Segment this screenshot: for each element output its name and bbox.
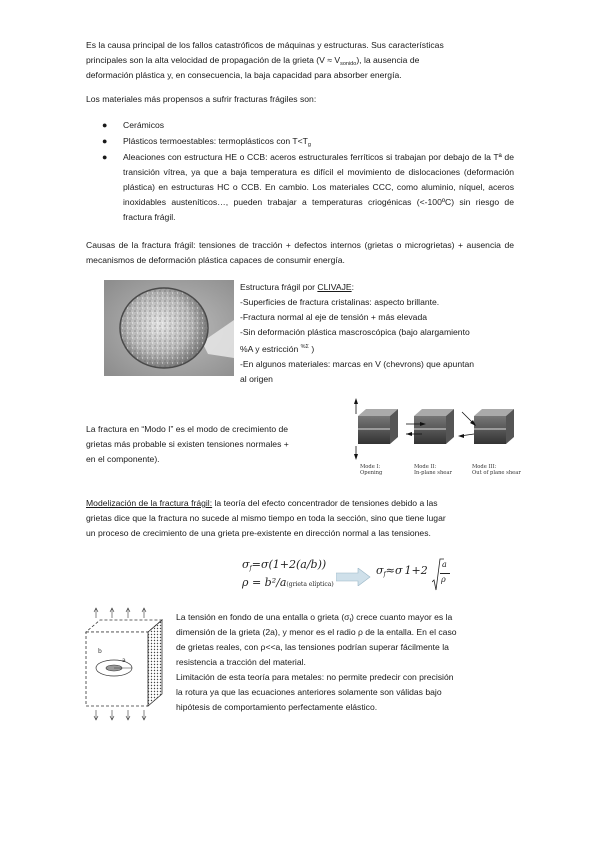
- cleavage-item-6: al origen: [240, 373, 273, 384]
- intro-line-1: Es la causa principal de los fallos catastróficos de máquinas y estructuras. Sus características: [86, 40, 444, 50]
- notch-line-7: hipótesis de comportamiento perfectamente elástico.: [176, 702, 378, 712]
- bullet-icon: ●: [102, 136, 108, 146]
- cleavage-item-3: -Sin deformación plástica mascroscópica (bajo alargamiento: [240, 327, 470, 337]
- intro-line-2: principales son la alta velocidad de propagación de la grieta $(V \approx V_{sonido})$, la ausencia de: [86, 55, 420, 67]
- cleavage-section: [240, 280, 514, 387]
- model-paragraph: [86, 496, 514, 541]
- fraction-numerator: a: [442, 560, 447, 569]
- cleavage-title: Estructura frágil por CLIVAJE:: [240, 282, 354, 292]
- fracture-surface-image: [104, 280, 234, 376]
- notch-line-3: de grietas reales, con ρ<<a, las tensiones podrían superar fácilmente la: [176, 642, 449, 652]
- svg-text:b: b: [98, 648, 102, 655]
- list-item: ● Plásticos termoestables: termoplásticos con $T<T_g$: [102, 136, 311, 148]
- bullet-icon: ●: [102, 120, 108, 130]
- equation-2: ρ = b²/a(grieta elíptica): [242, 576, 334, 589]
- mode-i-caption: Mode I: Opening: [360, 464, 383, 476]
- notch-line-4: resistencia a tracción del material.: [176, 657, 306, 667]
- fraction-denominator: ρ: [441, 575, 446, 584]
- notch-line-2: dimensión de la grieta (2a), y menor es el radio ρ de la entalla. En el caso: [176, 627, 457, 637]
- cleavage-item-5: -En algunos materiales: marcas en V (chevrons) que apuntan: [240, 358, 475, 369]
- cleavage-item-1: -Superficies de fractura cristalinas: aspecto brillante.: [240, 297, 440, 307]
- notch-paragraph: [176, 610, 514, 715]
- materials-list: [100, 118, 514, 226]
- causes-paragraph: Causas de la fractura frágil: tensiones de tracción + defectos internos (grietas o microgrietas) + ausencia de mecanismos de deformación plástica capaces de consumir energía.: [86, 240, 514, 265]
- model-line-2: grietas dice que la fractura no sucede al mismo tiempo en toda la sección, sino que tiene lugar: [86, 513, 446, 523]
- mode-iii-caption: Mode III: Out of plane shear: [472, 464, 521, 476]
- equations-block: [236, 556, 456, 600]
- model-line-1: Modelización de la fractura frágil: la teoría del efecto concentrador de tensiones debido a las: [86, 498, 438, 508]
- mode-ii-figure: [406, 409, 454, 444]
- mode-iii-figure: [458, 409, 514, 444]
- cleavage-item-4: %A y estricción $^{\%\Sigma}$ ): [240, 343, 315, 354]
- notch-line-5: Limitación de esta teoría para metales: no permite predecir con precisión: [176, 672, 454, 682]
- mode-line-3: en el componente).: [86, 454, 160, 464]
- list-item: ● Cerámicos: [100, 118, 514, 133]
- fracture-modes-diagram: [350, 392, 528, 484]
- mode-i-figure: [354, 398, 398, 460]
- arrow-right-icon: [336, 568, 372, 586]
- mode-ii-caption: Mode II: In-plane shear: [414, 464, 452, 476]
- list-item: ● Aleaciones con estructura HE o CCB: aceros estructurales ferríticos si trabajan por debajo de la Tª de transición vítrea, ya que a baja temperatura es difícil el movimiento de dislocaciones (deformación plástica) en estructuras HC o CCB. En cambio. Los materiales CCC, como aluminio, níquel, aceros inoxidables austeníticos…, pueden trabajar a temperaturas criogénicas (<-100ºC) sin riesgo de fractura frágil.: [102, 152, 514, 222]
- equation-1: $\sigma_f=\sigma(1+2(a/b))$: [242, 558, 327, 572]
- mode-line-2: grietas más probable si existen tensiones normales +: [86, 439, 289, 449]
- cleavage-item-2: -Fractura normal al eje de tensión + más elevada: [240, 312, 428, 322]
- crack-block-sketch: [78, 606, 170, 724]
- svg-text:a: a: [122, 657, 126, 664]
- notch-line-1: La tensión en fondo de una entalla o grieta $(\sigma_f)$ crece cuanto mayor es la: [176, 612, 453, 624]
- mode-line-1: La fractura en “Modo I” es el modo de crecimiento de: [86, 424, 289, 434]
- intro-line-3: deformación plástica y, en consecuencia, la baja capacidad para absorber energía.: [86, 70, 402, 80]
- notch-line-6: la rotura ya que las ecuaciones anteriores solamente son válidas bajo: [176, 687, 442, 697]
- materials-heading: Los materiales más propensos a sufrir fracturas frágiles son:: [86, 94, 317, 104]
- bullet-icon: ●: [102, 152, 108, 162]
- mode-paragraph: [86, 422, 348, 467]
- model-line-3: un proceso de crecimiento de una grieta pre-existente en dirección normal a las tensiones.: [86, 528, 431, 538]
- equation-3: $\sigma_f\approx\sigma$ 1+2: [376, 564, 428, 578]
- intro-paragraph: [86, 38, 514, 83]
- fraction-bar: [440, 573, 450, 574]
